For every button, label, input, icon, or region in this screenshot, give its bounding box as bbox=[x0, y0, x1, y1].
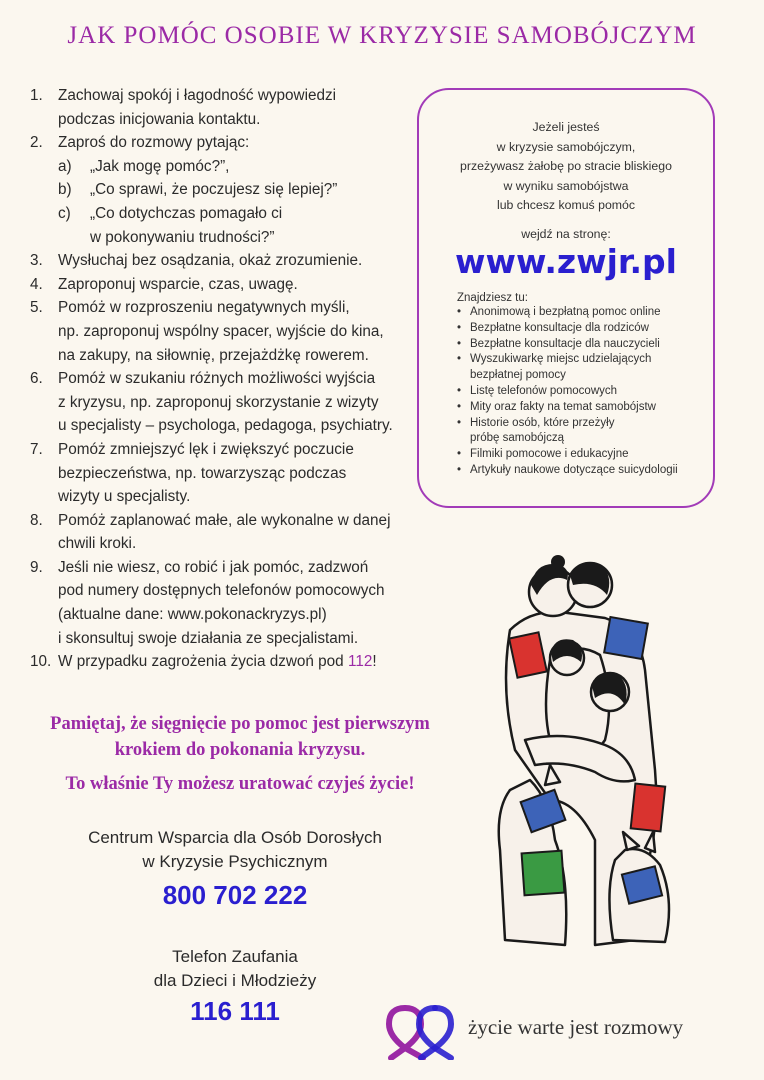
website-link[interactable]: www.zwjr.pl bbox=[455, 242, 677, 281]
resource-item: • Historie osób, które przeżyły próbę samobójczą bbox=[455, 416, 705, 448]
reminder-text: Pamiętaj, że sięgnięcie po pomoc jest pierwszym krokiem do pokonania kryzysu. bbox=[50, 714, 430, 760]
question-item: b) „Co sprawi, że poczujesz się lepiej?” bbox=[58, 181, 338, 199]
question-item: a) „Jak mogę pomóc?”, bbox=[58, 157, 230, 175]
step-text: Pomóż w rozproszeniu negatywnych myśli, np. zaproponuj wspólny spacer, wyjście do kina, na zakupy, na siłownię, przejażdżkę rowerem. bbox=[58, 299, 384, 364]
helpline-youth-name: Telefon Zaufania dla Dzieci i Młodzieży bbox=[153, 947, 317, 990]
zwjr-heart-logo bbox=[383, 1000, 458, 1060]
helpline-youth-phone[interactable]: 116 111 bbox=[190, 996, 280, 1026]
step-text: Pomóż zmniejszyć lęk i zwiększyć poczucie bezpieczeństwa, np. towarzysząc podczas wizyty u specjalisty. bbox=[58, 440, 354, 506]
reminder-callout: To właśnie Ty możesz uratować czyjeś życie! bbox=[65, 774, 415, 794]
question-item: c) „Co dotychczas pomagało ci w pokonywaniu trudności?” bbox=[58, 204, 283, 246]
page-title: JAK POMÓC OSOBIE W KRYZYSIE SAMOBÓJCZYM bbox=[67, 22, 697, 49]
resource-item: • Bezpłatne konsultacje dla rodziców bbox=[455, 321, 705, 337]
step-item: 9. Jeśli nie wiesz, co robić i jak pomóc, zadzwoń pod numery dostępnych telefonów pomocowych (aktualne dane: www.pokonackryzys.pl) i skonsultuj swoje działania ze specjalistami. bbox=[30, 558, 385, 647]
helpline-adult-name: Centrum Wsparcia dla Osób Dorosłych w Kryzysie Psychicznym bbox=[88, 828, 382, 871]
step-text: Wysłuchaj bez osądzania, okaż zrozumienie. bbox=[58, 252, 363, 270]
info-intro: Jeżeli jesteś w kryzysie samobójczym, przeżywasz żałobę po stracie bliskiego w wyniku samobójstwa lub chcesz komuś pomóc bbox=[460, 120, 672, 212]
step-item: 6. Pomóż w szukaniu różnych możliwości wyjścia z kryzysu, np. zaproponuj skorzystanie z wizyty u specjalisty – psychologa, pedagoga, psychiatry. bbox=[30, 370, 393, 435]
tagline: życie warte jest rozmowy bbox=[468, 1015, 684, 1039]
hugging-family-illustration bbox=[455, 540, 705, 970]
resource-item: • Bezpłatne konsultacje dla nauczycieli bbox=[455, 337, 705, 353]
step-item: 4. Zaproponuj wsparcie, czas, uwagę. bbox=[30, 275, 298, 293]
step-item: 8. Pomóż zaplanować małe, ale wykonalne w danej chwili kroki. bbox=[30, 511, 391, 553]
resource-item: • Artykuły naukowe dotyczące suicydologii bbox=[455, 463, 705, 479]
step-text: Zaproś do rozmowy pytając: bbox=[58, 134, 250, 152]
step-text: Zachowaj spokój i łagodność wypowiedzi podczas inicjowania kontaktu. bbox=[58, 87, 337, 128]
step-text: W przypadku zagrożenia życia dzwoń pod bbox=[58, 653, 348, 671]
help-steps-list bbox=[30, 84, 420, 674]
step-item: 10. W przypadku zagrożenia życia dzwoń pod 112! bbox=[30, 653, 377, 671]
step-text: Pomóż w szukaniu różnych możliwości wyjścia z kryzysu, np. zaproponuj skorzystanie z wizyty u specjalisty – psychologa, pedagoga, psychiatry. bbox=[58, 370, 393, 435]
resource-item: • Filmiki pomocowe i edukacyjne bbox=[455, 447, 705, 463]
helpline-adult-phone[interactable]: 800 702 222 bbox=[162, 880, 308, 910]
step-item: 3. Wysłuchaj bez osądzania, okaż zrozumienie. bbox=[30, 252, 363, 270]
step-text: Zaproponuj wsparcie, czas, uwagę. bbox=[58, 275, 298, 293]
step-item: 5. Pomóż w rozproszeniu negatywnych myśli, np. zaproponuj wspólny spacer, wyjście do kina, na zakupy, na siłownię, przejażdżkę rowerem. bbox=[30, 299, 384, 364]
visit-label: wejdź na stronę: bbox=[521, 227, 611, 241]
info-box bbox=[417, 88, 715, 508]
resource-item: • Wyszukiwarkę miejsc udzielających bezpłatnej pomocy bbox=[455, 352, 705, 384]
find-label: Znajdziesz tu: bbox=[457, 292, 528, 304]
resource-item: • Mity oraz fakty na temat samobójstw bbox=[455, 400, 705, 416]
emergency-number: 112 bbox=[347, 653, 373, 671]
resource-item: • Anonimową i bezpłatną pomoc online bbox=[455, 305, 705, 321]
resources-list bbox=[455, 305, 705, 479]
step-item: 1. Zachowaj spokój i łagodność wypowiedzi podczas inicjowania kontaktu. bbox=[30, 87, 337, 128]
step-item: 7. Pomóż zmniejszyć lęk i zwiększyć poczucie bezpieczeństwa, np. towarzysząc podczas wizyty u specjalisty. bbox=[30, 440, 354, 506]
questions-list bbox=[58, 155, 420, 249]
step-item: 2. Zaproś do rozmowy pytając: a) „Jak mogę pomóc?”, b) „Co sprawi, że poczujesz się lepiej?” c) „Co dotychczas pomagało ci w pokonywaniu trudności?” bbox=[30, 131, 420, 249]
step-text: Pomóż zaplanować małe, ale wykonalne w danej chwili kroki. bbox=[58, 511, 391, 553]
step-text: Jeśli nie wiesz, co robić i jak pomóc, zadzwoń pod numery dostępnych telefonów pomocowych (aktualne dane: www.pokonackryzys.pl) i skonsultuj swoje działania ze specjalistami. bbox=[58, 558, 385, 647]
resource-item: • Listę telefonów pomocowych bbox=[455, 384, 705, 400]
